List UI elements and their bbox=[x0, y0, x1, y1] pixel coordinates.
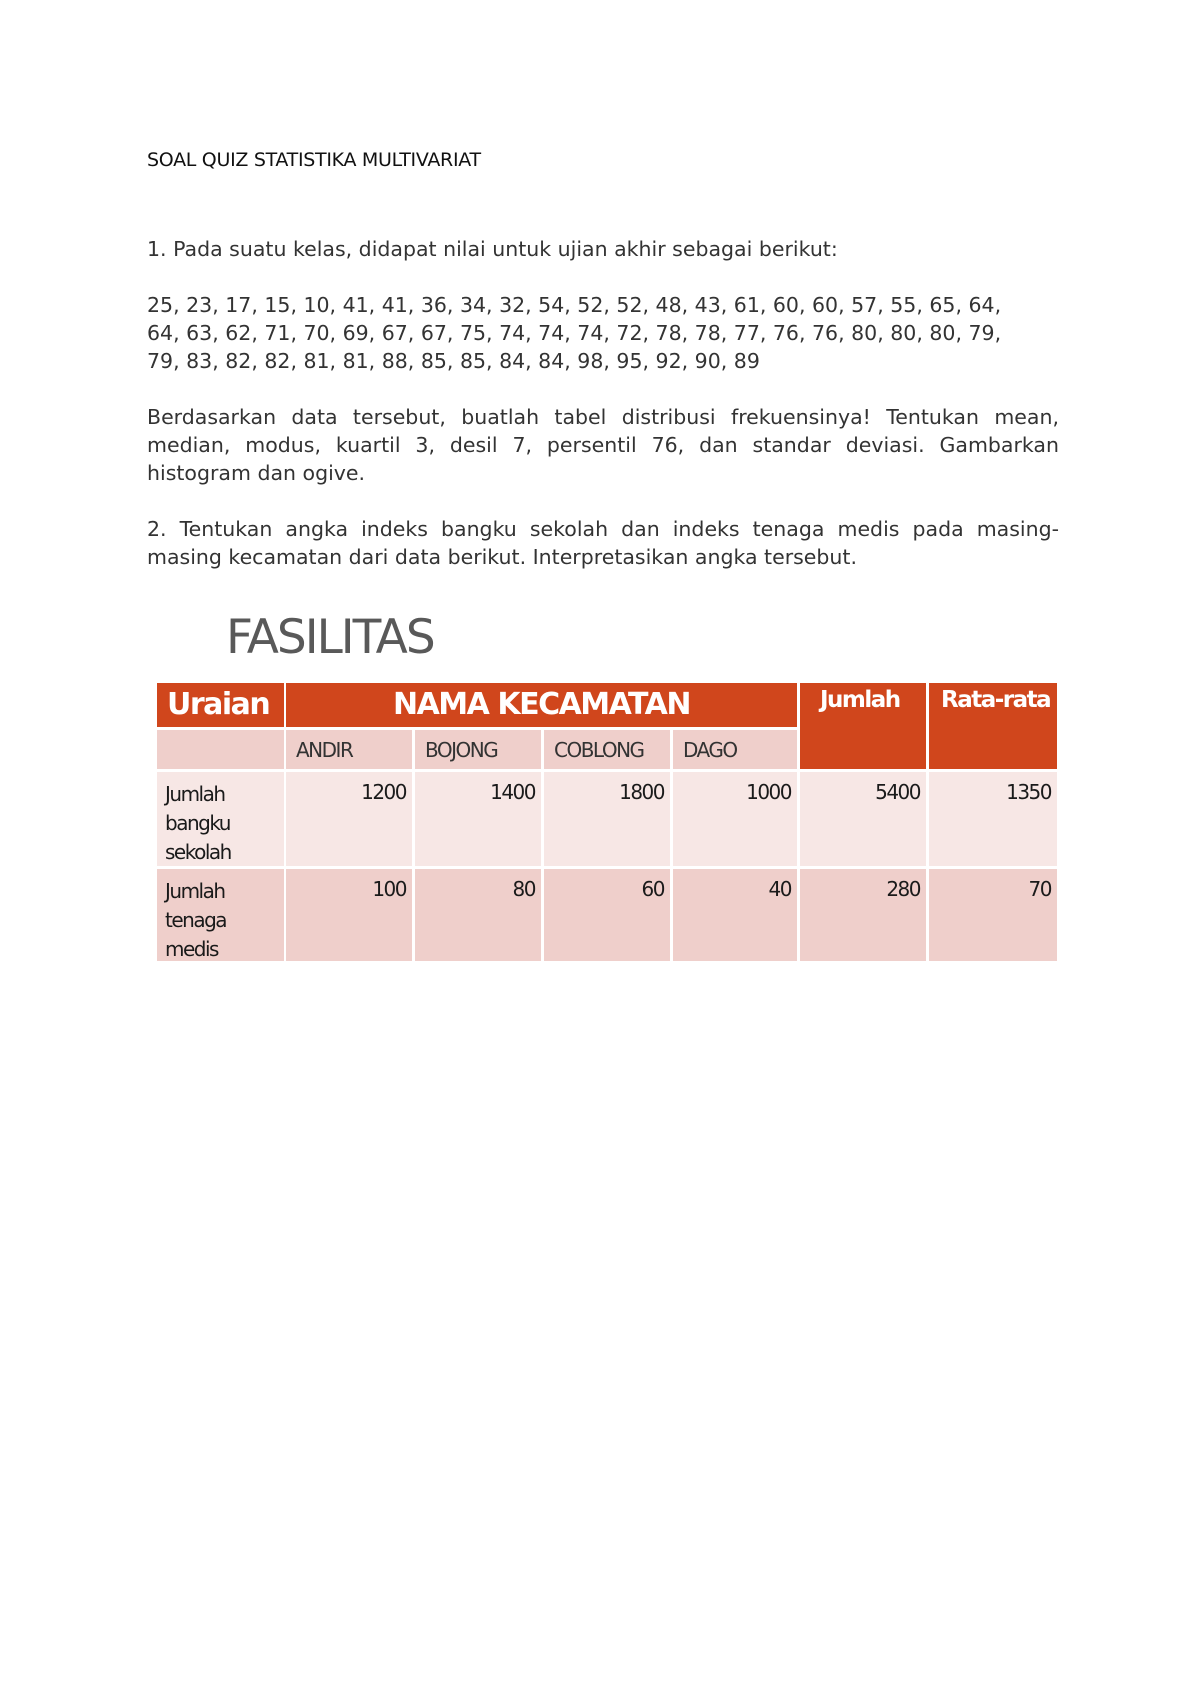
table-cell: 1200 bbox=[286, 772, 412, 866]
table-cell: 70 bbox=[929, 869, 1057, 961]
data-line: 25, 23, 17, 15, 10, 41, 41, 36, 34, 32, 54, 52, 52, 48, 43, 61, 60, 60, 57, 55, 65, 64, bbox=[147, 293, 1002, 317]
table-cell: 1400 bbox=[415, 772, 541, 866]
table-cell: 100 bbox=[286, 869, 412, 961]
table-cell: 1000 bbox=[673, 772, 797, 866]
facilities-table bbox=[157, 683, 1057, 961]
table-cell: 80 bbox=[415, 869, 541, 961]
header-rata-rata: Rata-rata bbox=[929, 683, 1057, 769]
header-uraian: Uraian bbox=[157, 683, 284, 727]
table-cell: 60 bbox=[544, 869, 670, 961]
row-label-line: Jumlah bbox=[165, 782, 225, 806]
table-cell: 1800 bbox=[544, 772, 670, 866]
row-label-line: tenaga bbox=[165, 908, 227, 932]
table-title: FASILITAS bbox=[226, 610, 434, 665]
question-1-data bbox=[147, 291, 1059, 375]
header-nama-kecamatan: NAMA KECAMATAN bbox=[286, 683, 797, 727]
subheader-blank bbox=[157, 730, 284, 769]
document-title: SOAL QUIZ STATISTIKA MULTIVARIAT bbox=[147, 149, 481, 171]
row-label-line: bangku bbox=[165, 811, 230, 835]
row-label bbox=[157, 869, 284, 961]
table-cell: 280 bbox=[800, 869, 926, 961]
row-label-line: Jumlah bbox=[165, 879, 225, 903]
row-label-line: sekolah bbox=[165, 840, 231, 864]
table-cell: 5400 bbox=[800, 772, 926, 866]
question-2-task: 2. Tentukan angka indeks bangku sekolah dan indeks tenaga medis pada masing-masing kecamatan dari data berikut. Interpretasikan angka tersebut. bbox=[147, 517, 1059, 569]
district-header: BOJONG bbox=[415, 730, 541, 769]
row-label-line: medis bbox=[165, 937, 218, 961]
question-1-task: Berdasarkan data tersebut, buatlah tabel distribusi frekuensinya! Tentukan mean, median, modus, kuartil 3, desil 7, persentil 76, dan standar deviasi. Gambarkan histogram dan ogive. bbox=[147, 405, 1059, 485]
header-jumlah: Jumlah bbox=[800, 683, 926, 769]
question-1-intro: 1. Pada suatu kelas, didapat nilai untuk ujian akhir sebagai berikut: bbox=[147, 237, 838, 261]
data-line: 64, 63, 62, 71, 70, 69, 67, 67, 75, 74, 74, 74, 72, 78, 78, 77, 76, 76, 80, 80, 80, 79, bbox=[147, 321, 1002, 345]
district-header: ANDIR bbox=[286, 730, 412, 769]
row-label bbox=[157, 772, 284, 866]
district-header: COBLONG bbox=[544, 730, 670, 769]
table-cell: 1350 bbox=[929, 772, 1057, 866]
district-header: DAGO bbox=[673, 730, 797, 769]
data-line: 79, 83, 82, 82, 81, 81, 88, 85, 85, 84, 84, 98, 95, 92, 90, 89 bbox=[147, 349, 760, 373]
table-cell: 40 bbox=[673, 869, 797, 961]
